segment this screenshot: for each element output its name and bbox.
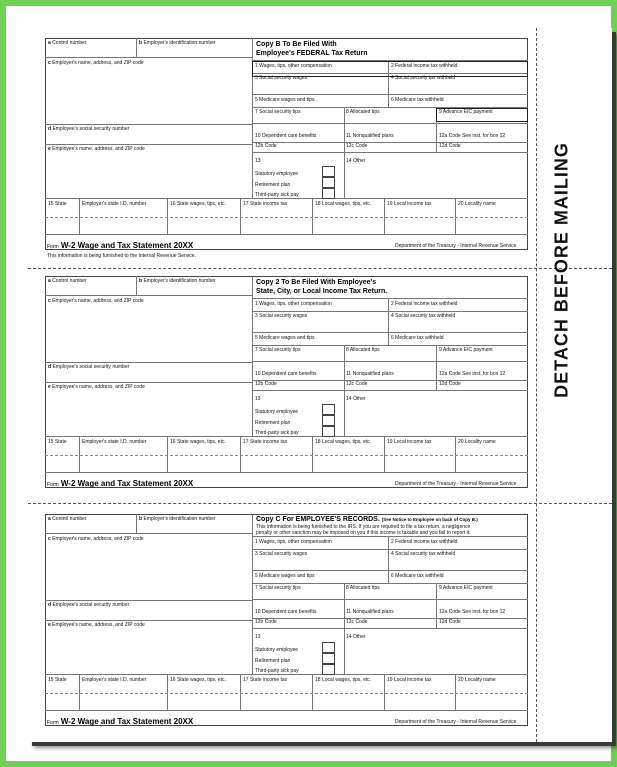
box18-label: 18 Local wages, tips, etc. <box>315 439 372 445</box>
form-title: Form W-2 Wage and Tax Statement 20XX <box>47 479 194 488</box>
box16-label: 16 State wages, tips, etc. <box>170 677 226 683</box>
third-party-sick-pay-checkbox[interactable] <box>322 426 335 437</box>
box12c-label: 12c Code <box>346 143 368 149</box>
box17-label: 17 State income tax <box>243 677 288 683</box>
box7-label: 7 Social security tips <box>255 347 301 353</box>
copy-b-box9-highlight <box>436 108 528 122</box>
control-number-label: a Control number <box>48 516 87 522</box>
box12a-label: 12a Code See inst. for box 12 <box>439 133 506 139</box>
box12d-label: 12d Code <box>439 143 461 149</box>
box4-label: 4 Social security tax withheld <box>391 75 456 81</box>
form-title: Form W-2 Wage and Tax Statement 20XX <box>47 241 194 250</box>
box1-label: 1 Wages, tips, other compensation <box>255 301 332 307</box>
box18-label: 18 Local wages, tips, etc. <box>315 677 372 683</box>
form-title: Form W-2 Wage and Tax Statement 20XX <box>47 717 194 726</box>
box7-label: 7 Social security tips <box>255 585 301 591</box>
box19-label: 19 Local income tax <box>387 677 432 683</box>
ein-label: b Employer's identification number <box>139 278 216 284</box>
detach-notice <box>542 120 582 420</box>
employer-address-label: c Employer's name, address, and ZIP code <box>48 536 144 542</box>
box6-label: 6 Medicare tax withheld <box>391 335 444 341</box>
retirement-plan-label: Retirement plan <box>255 420 291 426</box>
retirement-plan-checkbox[interactable] <box>322 415 335 426</box>
box5-label: 5 Medicare wages and tips <box>255 335 315 341</box>
box13-label: 13 <box>255 634 261 640</box>
third-party-sick-pay-checkbox[interactable] <box>322 188 335 199</box>
control-number-label: a Control number <box>48 278 87 284</box>
box1-label: 1 Wages, tips, other compensation <box>255 63 332 69</box>
statutory-employee-label: Statutory employee <box>255 647 299 653</box>
box13-label: 13 <box>255 158 261 164</box>
statutory-employee-label: Statutory employee <box>255 171 299 177</box>
box10-label: 10 Dependent care benefits <box>255 371 317 377</box>
box11-label: 11 Nonqualified plans <box>346 609 394 615</box>
box15-label: 15 State <box>48 439 67 445</box>
treasury-label: Department of the Treasury - Internal Revenue Service <box>395 719 517 725</box>
box2-label: 2 Federal income tax withheld <box>391 301 458 307</box>
box2-label: 2 Federal income tax withheld <box>391 63 458 69</box>
box16-label: 16 State wages, tips, etc. <box>170 439 226 445</box>
box2-label: 2 Federal income tax withheld <box>391 539 458 545</box>
box11-label: 11 Nonqualified plans <box>346 371 394 377</box>
copy-b-box1-highlight <box>252 61 528 77</box>
copy-b-title-line1: Copy B To Be Filed With <box>256 41 337 48</box>
box4-label: 4 Social security tax withheld <box>391 551 456 557</box>
third-party-sick-pay-label: Third-party sick pay <box>255 192 299 198</box>
statutory-employee-label: Statutory employee <box>255 409 299 415</box>
box3-label: 3 Social security wages <box>255 313 308 319</box>
w2-copy-c <box>45 514 528 739</box>
box10-label: 10 Dependent care benefits <box>255 609 317 615</box>
state-id-label: Employer's state I.D. number <box>82 201 147 207</box>
box12b-label: 12b Code <box>255 381 277 387</box>
box17-label: 17 State income tax <box>243 201 288 207</box>
box11-label: 11 Nonqualified plans <box>346 133 394 139</box>
box12d-label: 12d Code <box>439 381 461 387</box>
ein-label: b Employer's identification number <box>139 40 216 46</box>
w2-copy-2 <box>45 276 528 501</box>
box9-label: 9 Advance EIC payment <box>439 347 493 353</box>
box12c-label: 12c Code <box>346 619 368 625</box>
copy-2-title-line1: Copy 2 To Be Filed With Employee's <box>256 279 377 286</box>
box9-label: 9 Advance EIC payment <box>439 109 493 115</box>
ssn-label: d Employee's social security number <box>48 364 130 370</box>
box3-label: 3 Social security wages <box>255 551 308 557</box>
box7-label: 7 Social security tips <box>255 109 301 115</box>
box20-label: 20 Locality name <box>458 201 496 207</box>
box3-label: 3 Social security wages <box>255 75 308 81</box>
box12c-label: 12c Code <box>346 381 368 387</box>
copy-c-note-line1: This information is being furnished to the IRS. If you are required to file a tax return, a negligence <box>256 524 471 530</box>
retirement-plan-label: Retirement plan <box>255 182 291 188</box>
vertical-perforation <box>536 28 537 742</box>
retirement-plan-checkbox[interactable] <box>322 177 335 188</box>
box12a-label: 12a Code See inst. for box 12 <box>439 371 506 377</box>
third-party-sick-pay-label: Third-party sick pay <box>255 668 299 674</box>
copy-c-title: Copy C For EMPLOYEE'S RECORDS. (See Notice to Employee on back of Copy B.) <box>256 516 478 523</box>
box6-label: 6 Medicare tax withheld <box>391 97 444 103</box>
box15-label: 15 State <box>48 677 67 683</box>
box12b-label: 12b Code <box>255 143 277 149</box>
box1-label: 1 Wages, tips, other compensation <box>255 539 332 545</box>
control-number-label: a Control number <box>48 40 87 46</box>
box19-label: 19 Local income tax <box>387 439 432 445</box>
box12b-label: 12b Code <box>255 619 277 625</box>
employee-address-label: e Employee's name, address, and ZIP code <box>48 146 145 152</box>
box13-label: 13 <box>255 396 261 402</box>
horizontal-perforation-2 <box>28 503 612 504</box>
box16-label: 16 State wages, tips, etc. <box>170 201 226 207</box>
box12a-label: 12a Code See inst. for box 12 <box>439 609 506 615</box>
copy-c-note-line2: penalty or other sanction may be imposed on you if this income is taxable and you fail to report it. <box>256 530 471 536</box>
box14-label: 14 Other <box>346 158 366 164</box>
copy-2-title-line2: State, City, or Local Income Tax Return. <box>256 288 388 295</box>
box12d-label: 12d Code <box>439 619 461 625</box>
statutory-employee-checkbox[interactable] <box>322 642 335 653</box>
box8-label: 8 Allocated tips <box>346 585 380 591</box>
ssn-label: d Employee's social security number <box>48 126 130 132</box>
box8-label: 8 Allocated tips <box>346 109 380 115</box>
state-id-label: Employer's state I.D. number <box>82 677 147 683</box>
box14-label: 14 Other <box>346 396 366 402</box>
box9-label: 9 Advance EIC payment <box>439 585 493 591</box>
copy-b-irs-note: This information is being furnished to the Internal Revenue Service. <box>47 253 196 259</box>
ein-label: b Employer's identification number <box>139 516 216 522</box>
box5-label: 5 Medicare wages and tips <box>255 573 315 579</box>
third-party-sick-pay-checkbox[interactable] <box>322 664 335 675</box>
statutory-employee-checkbox[interactable] <box>322 166 335 177</box>
box15-label: 15 State <box>48 201 67 207</box>
state-id-label: Employer's state I.D. number <box>82 439 147 445</box>
retirement-plan-checkbox[interactable] <box>322 653 335 664</box>
box19-label: 19 Local income tax <box>387 201 432 207</box>
box17-label: 17 State income tax <box>243 439 288 445</box>
detach-label: DETACH BEFORE MAILING <box>551 142 572 398</box>
employer-address-label: c Employer's name, address, and ZIP code <box>48 298 144 304</box>
box20-label: 20 Locality name <box>458 439 496 445</box>
ssn-label: d Employee's social security number <box>48 602 130 608</box>
retirement-plan-label: Retirement plan <box>255 658 291 664</box>
box4-label: 4 Social security tax withheld <box>391 313 456 319</box>
box18-label: 18 Local wages, tips, etc. <box>315 201 372 207</box>
employee-address-label: e Employee's name, address, and ZIP code <box>48 622 145 628</box>
box10-label: 10 Dependent care benefits <box>255 133 317 139</box>
box8-label: 8 Allocated tips <box>346 347 380 353</box>
copy-b-title-line2: Employee's FEDERAL Tax Return <box>256 50 368 57</box>
box5-label: 5 Medicare wages and tips <box>255 97 315 103</box>
box6-label: 6 Medicare tax withheld <box>391 573 444 579</box>
statutory-employee-checkbox[interactable] <box>322 404 335 415</box>
employer-address-label: c Employer's name, address, and ZIP code <box>48 60 144 66</box>
box14-label: 14 Other <box>346 634 366 640</box>
treasury-label: Department of the Treasury - Internal Revenue Service <box>395 481 517 487</box>
horizontal-perforation-1 <box>28 268 612 269</box>
treasury-label: Department of the Treasury - Internal Revenue Service <box>395 243 517 249</box>
box20-label: 20 Locality name <box>458 677 496 683</box>
third-party-sick-pay-label: Third-party sick pay <box>255 430 299 436</box>
employee-address-label: e Employee's name, address, and ZIP code <box>48 384 145 390</box>
